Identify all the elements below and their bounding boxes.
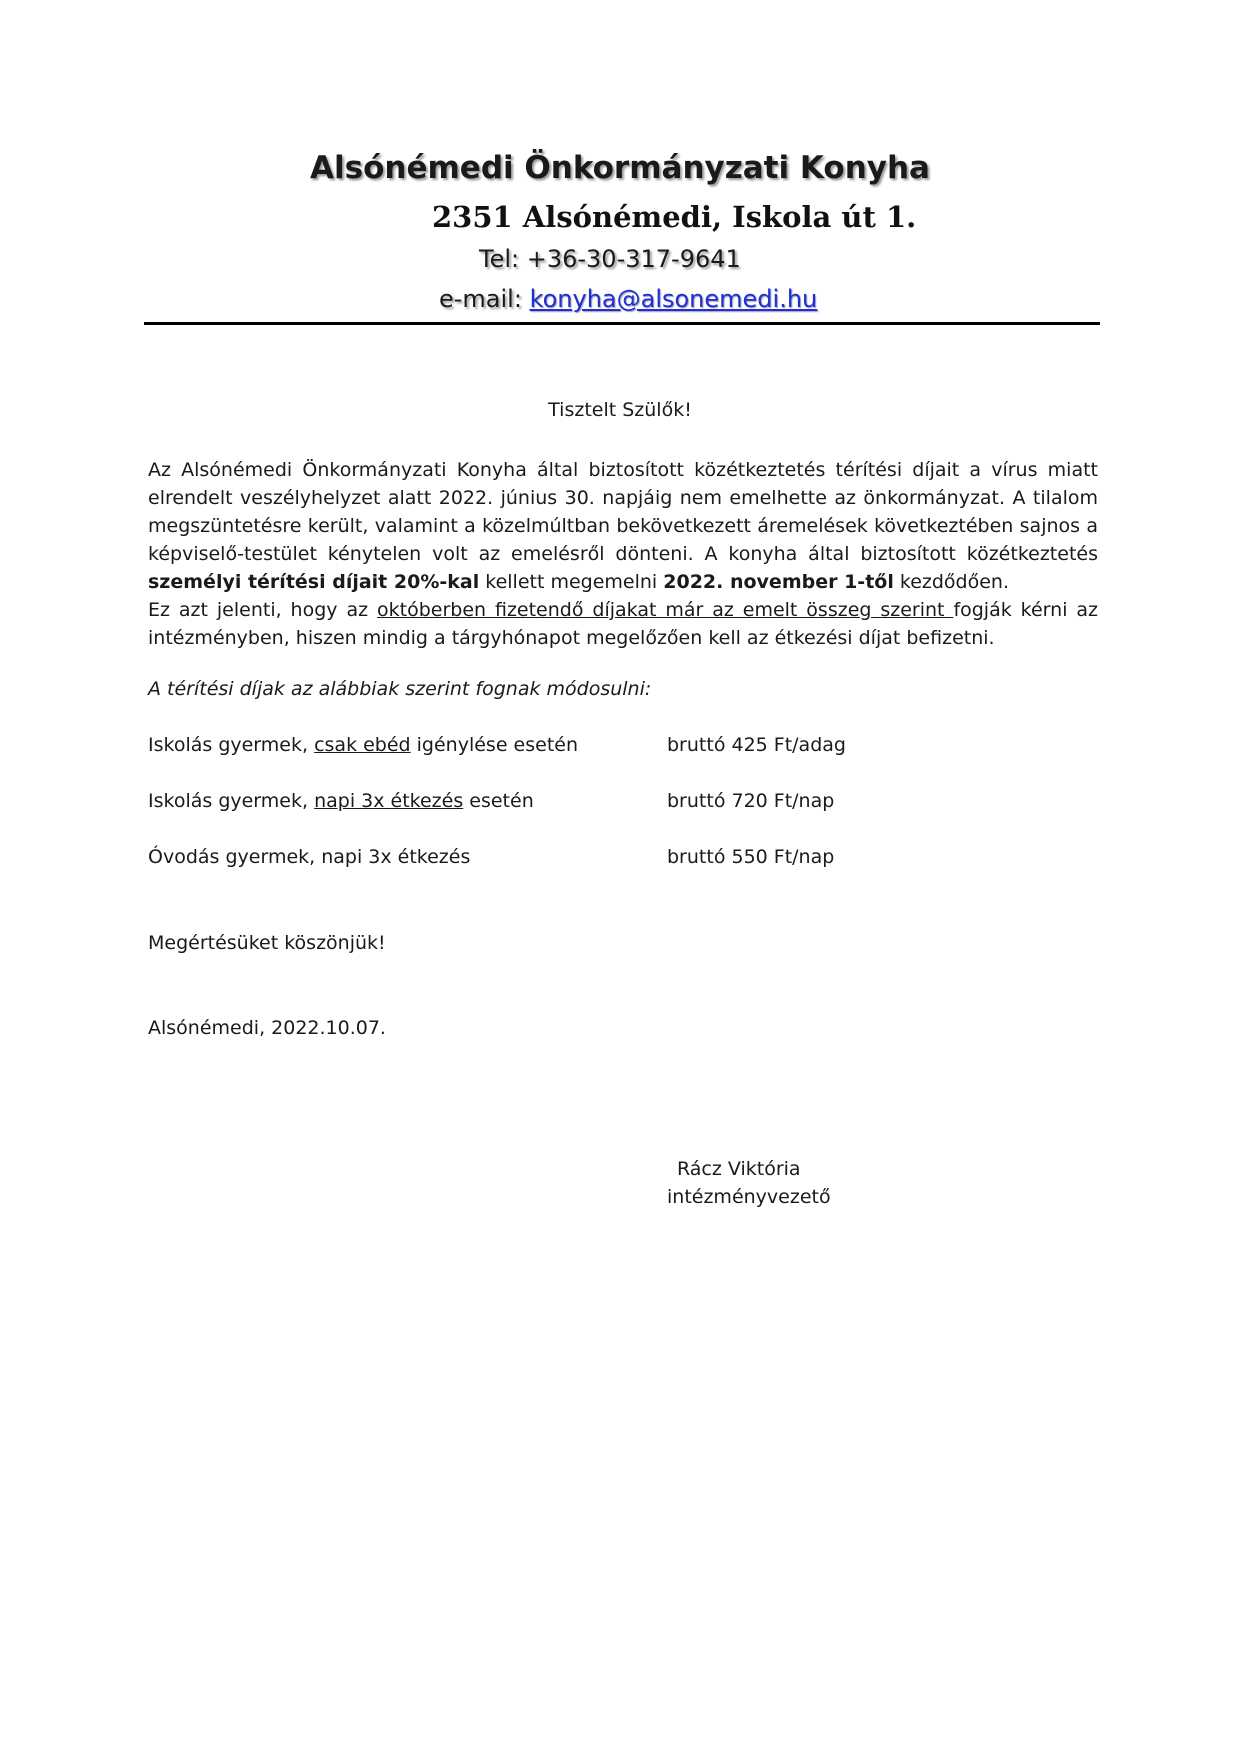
closing-thanks: Megértésüket köszönjük! [148,932,386,954]
fee-label-part: esetén [463,790,534,812]
email-label: e-mail: [439,285,530,313]
paragraph-2-text-2: fogják kérni az intézményben, hiszen mindig a tárgyhónapot megelőzően kell az étkezési díjat befizetni. [148,599,1099,649]
fee-label-part: igénylése esetén [410,734,579,756]
paragraph-1-text-2: kellett megemelni [479,571,664,593]
paragraph-1-text: Az Alsónémedi Önkormányzati Konyha által biztosított közétkeztetés térítési díjait a vírus miatt elrendelt veszélyhelyzet alatt 2022. június 30. napjáig nem emelhette az önkormányzat. A tilalom megszüntetésre került, valamint a közelmúltban bekövetkezett áremelések következtében sajnos a képviselő-testület kénytelen volt az emelésről dönteni. A konyha által biztosított közétkeztetés [148,459,1098,565]
fee-label-part: Iskolás gyermek, [148,734,315,756]
signer-role: intézményvezető [667,1186,831,1208]
organization-email [439,285,817,313]
letter-body [148,456,1098,652]
fee-row-value: bruttó 720 Ft/nap [667,790,835,812]
paragraph-2-underlined: októberben fizetendő díjakat már az emelt összeg szerint [377,599,954,621]
header-divider [144,322,1100,325]
paragraph-2-text: Ez azt jelenti, hogy az [148,599,377,621]
organization-phone: Tel: +36-30-317-9641 [479,245,741,273]
place-and-date: Alsónémedi, 2022.10.07. [148,1017,386,1039]
signer-name: Rácz Viktória [677,1158,801,1180]
organization-address: 2351 Alsónémedi, Iskola út 1. [432,200,917,234]
salutation: Tisztelt Szülők! [548,399,692,421]
organization-title: Alsónémedi Önkormányzati Konyha [310,150,930,186]
fee-label-underlined: csak ebéd [314,734,411,756]
fee-label-part: Óvodás gyermek, napi 3x étkezés [148,846,471,868]
fee-row-label [148,734,578,756]
fee-intro: A térítési díjak az alábbiak szerint fognak módosulni: [148,678,652,700]
email-link[interactable]: konyha@alsonemedi.hu [529,285,818,313]
fee-label-underlined: napi 3x étkezés [314,790,464,812]
paragraph-1-bold-date: 2022. november 1-től [663,571,894,593]
paragraph-1-text-3: kezdődően. [893,571,1010,593]
fee-row-label [148,790,534,812]
paragraph-1-bold-fee: személyi térítési díjait 20%-kal [148,571,480,593]
fee-label-part: Iskolás gyermek, [148,790,315,812]
fee-row-value: bruttó 425 Ft/adag [667,734,846,756]
fee-row-label [148,846,470,868]
fee-row-value: bruttó 550 Ft/nap [667,846,835,868]
